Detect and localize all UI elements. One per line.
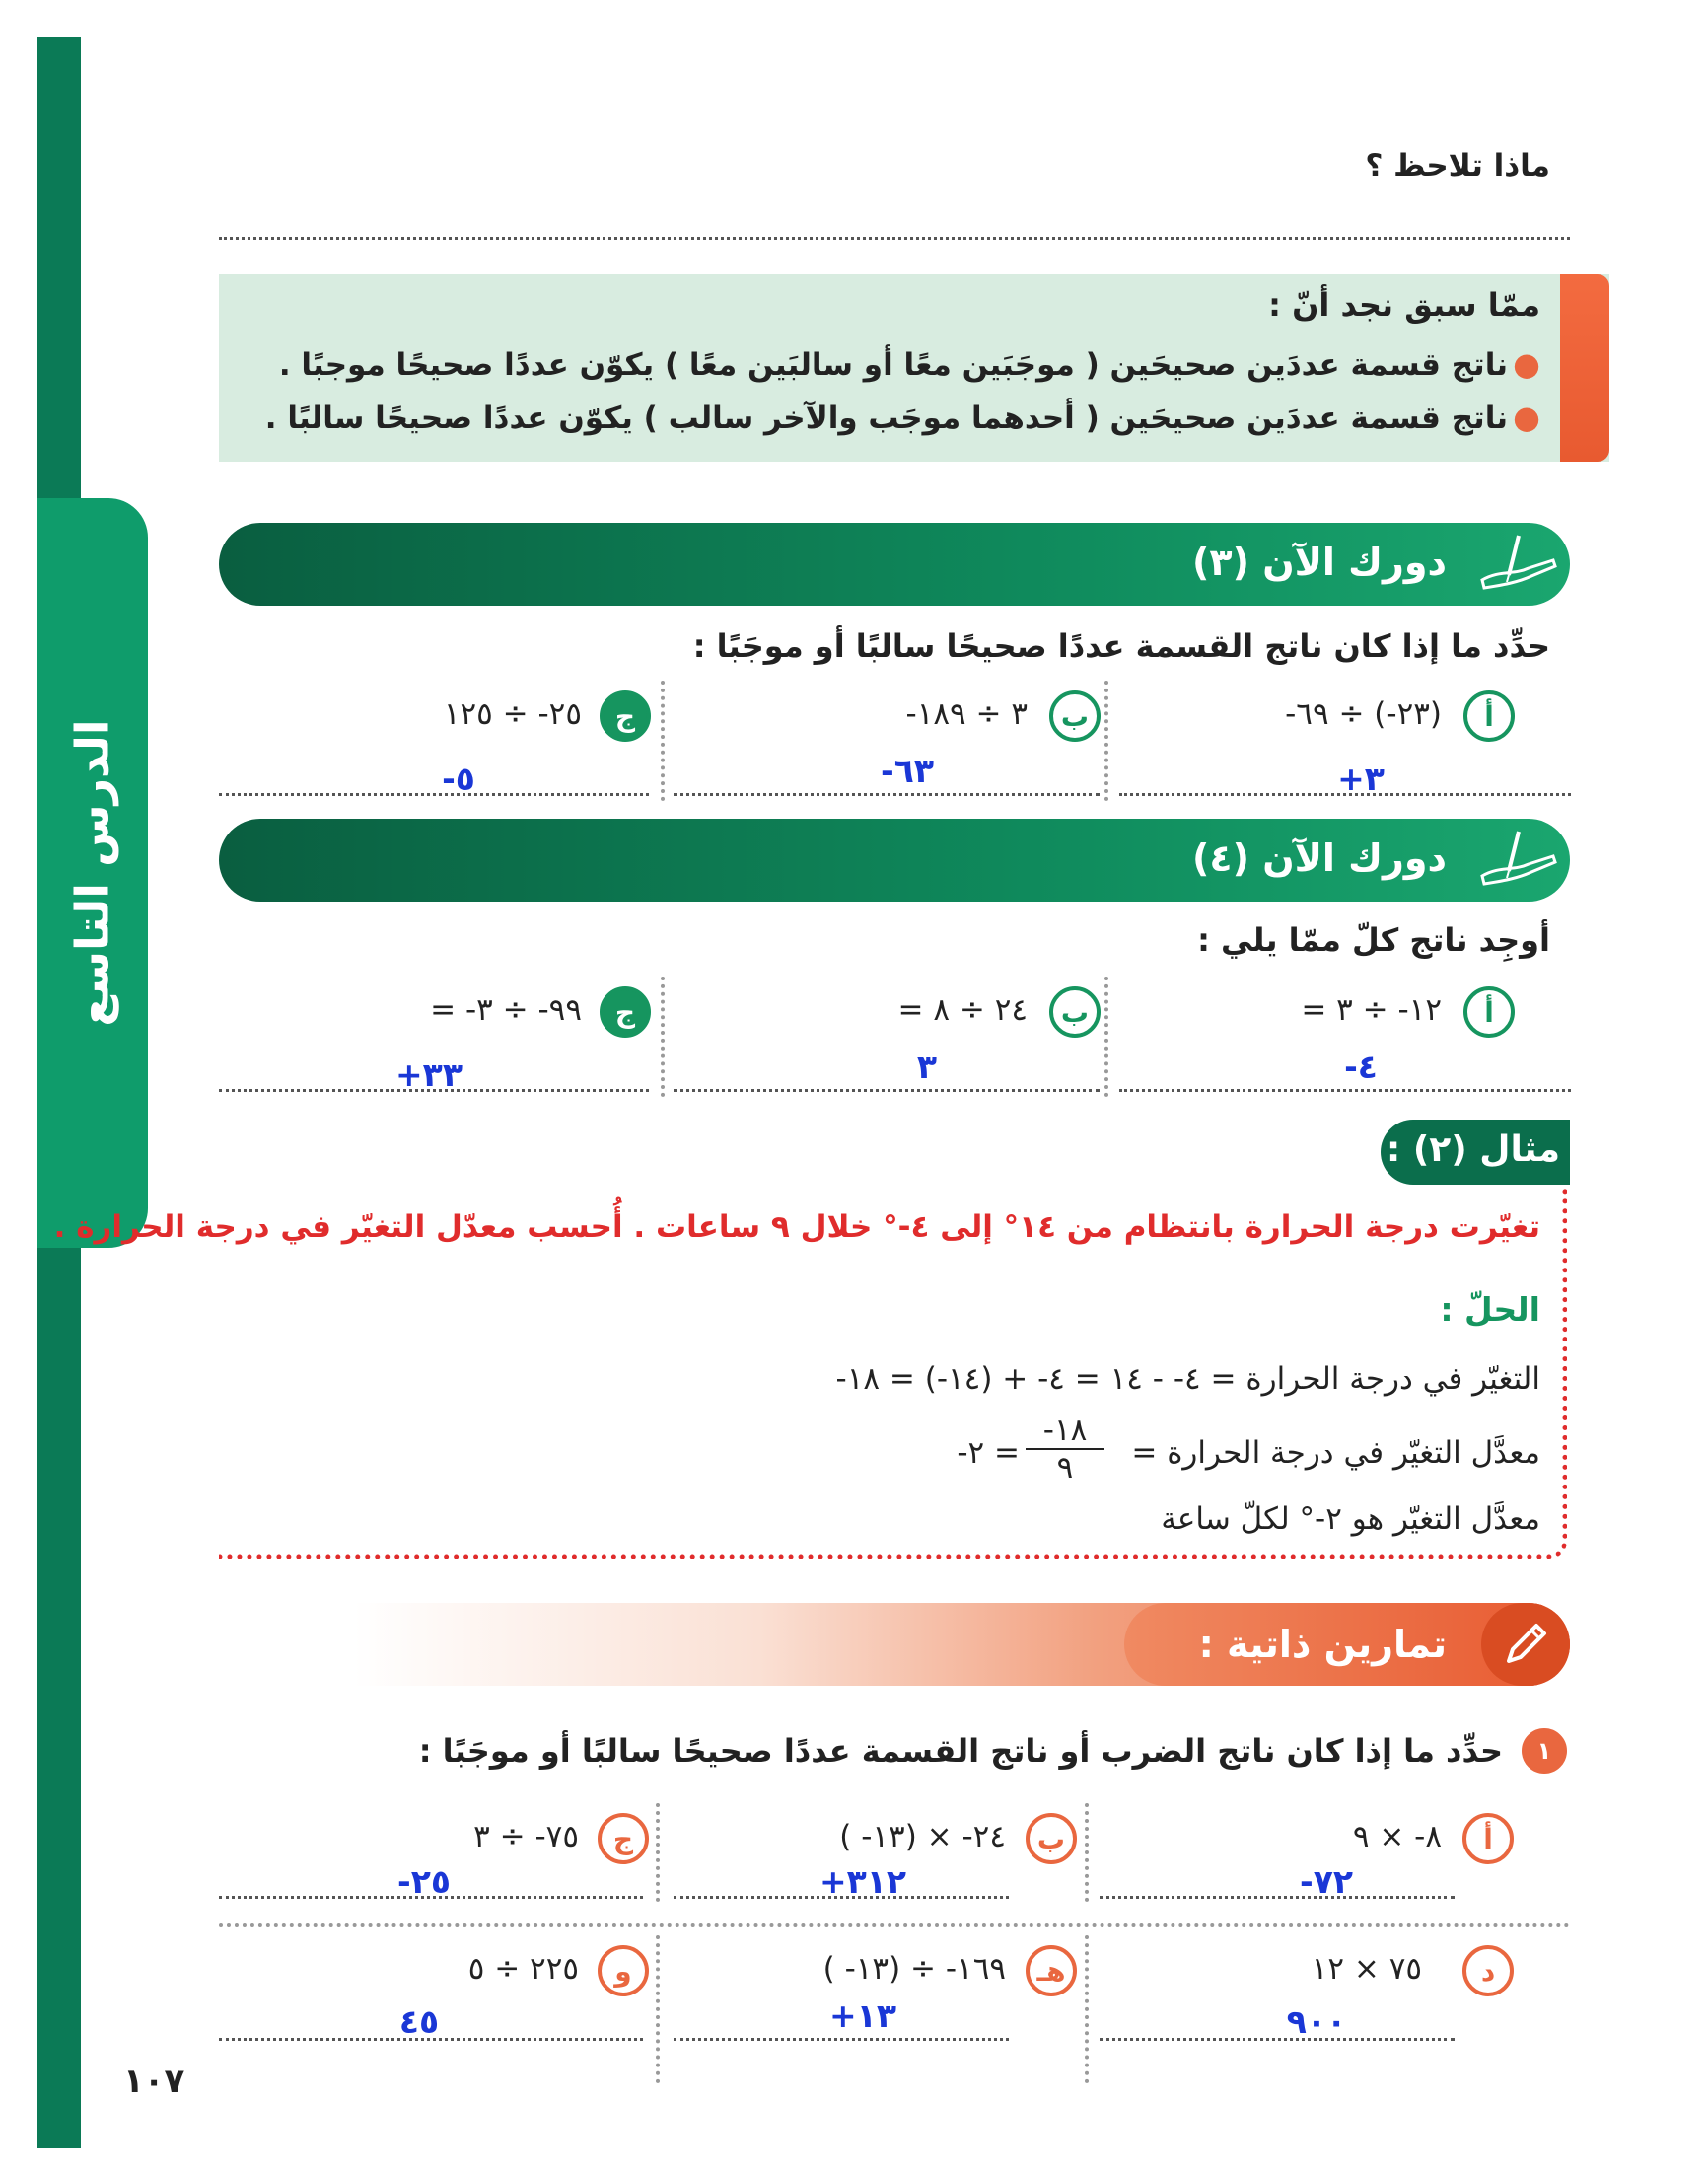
fraction: [1026, 1413, 1104, 1486]
your-turn-3-title: دورك الآن (٣): [1192, 541, 1447, 584]
hand-writing-icon: [1474, 531, 1563, 598]
answer-line: [219, 793, 649, 796]
answer-line: [219, 2038, 643, 2041]
item-answer: ٩٠٠: [1286, 2002, 1347, 2041]
column-divider: [661, 681, 665, 801]
solution-line-2-prefix: معدَّل التغيّر في درجة الحرارة =: [1131, 1435, 1540, 1471]
answer-line: [674, 1089, 1100, 1092]
item-label-b: ب: [1049, 986, 1101, 1038]
item-answer: -٧٢: [1300, 1862, 1353, 1901]
column-divider: [1104, 681, 1108, 801]
bullet-icon: ●: [1513, 345, 1540, 383]
answer-line: [674, 1896, 1009, 1899]
item-expression: ‎-‎١٢ ÷ ٣ =: [1301, 992, 1442, 1028]
column-divider: [1104, 977, 1108, 1097]
pencil-icon: [1481, 1603, 1570, 1686]
item-label-c: ج: [600, 986, 651, 1038]
item-label-a: أ: [1462, 1813, 1514, 1864]
item-label-c: ج: [598, 1813, 649, 1864]
exercises-title: تمارين ذاتية :: [1198, 1623, 1447, 1666]
column-divider: [1085, 1935, 1089, 2083]
answer-line: [1119, 793, 1571, 796]
note-point-2-text: ناتج قسمة عددَين صحيحَين ( أحدهما موجَب والآخر سالب ) يكوّن عددًا صحيحًا سالبًا .: [264, 400, 1508, 436]
item-expression: ‎-‎٧٥ ÷ ٣: [473, 1819, 579, 1854]
hand-writing-icon: [1474, 827, 1563, 894]
item-label-e: هـ: [1026, 1945, 1077, 1996]
answer-line: [674, 2038, 1009, 2041]
answer-line: [219, 237, 1570, 240]
item-expression: ‎-‎١٦٩ ÷ (‎-‎١٣ ): [822, 1951, 1006, 1987]
item-expression: ‎-‎٩٩ ÷ ‎-‎٣ =: [430, 992, 582, 1028]
item-expression: ٧٥ × ١٢: [1311, 1951, 1422, 1987]
item-label-c: ج: [600, 690, 651, 742]
note-point-1: [279, 345, 1540, 383]
answer-line: [1119, 1089, 1571, 1092]
solution-line-1: التغيّر في درجة الحرارة = ‎-‎٤ - ١٤ = ‎-‎٤ + (‎-‎١٤) = ‎-‎١٨: [835, 1361, 1540, 1397]
item-label-b: ب: [1026, 1813, 1077, 1864]
note-point-2: [265, 399, 1540, 436]
item-expression: ٢٤ ÷ ٨ =: [897, 992, 1028, 1028]
your-turn-3-instruction: حدِّد ما إذا كان ناتج القسمة عددًا صحيحًا سالبًا أو موجَبًا :: [692, 627, 1550, 665]
your-turn-4-instruction: أوجِد ناتج كلّ ممّا يلي :: [1197, 921, 1550, 959]
item-label-d: د: [1462, 1945, 1514, 1996]
item-label-a: أ: [1463, 690, 1515, 742]
lesson-side-tab-label: الدرس التاسع: [66, 719, 119, 1027]
row-divider: [219, 1923, 1570, 1927]
item-answer: +١٣: [829, 1996, 896, 2035]
your-turn-4-title: دورك الآن (٤): [1192, 836, 1447, 880]
page-number: ١٠٧: [123, 2062, 185, 2101]
item-expression: ‎-‎٢٥ ÷ ١٢٥: [443, 696, 582, 732]
answer-line: [219, 1089, 649, 1092]
item-expression: ‎-‎٨ × ٩: [1352, 1819, 1442, 1854]
item-expression: ‎-‎٢٤ × (‎-‎١٣ ): [839, 1819, 1006, 1854]
item-answer: -٦٣: [881, 752, 934, 790]
solution-line-2-result: = ‎-‎٢: [957, 1435, 1020, 1471]
solution-line-3: معدَّل التغيّر هو ‎-‎٢° لكلّ ساعة: [1161, 1501, 1540, 1537]
item-label-f: و: [598, 1945, 649, 1996]
item-expression: ٢٢٥ ÷ ٥: [467, 1951, 579, 1987]
example-title: مثال (٢) :: [1386, 1129, 1560, 1170]
note-box-accent: [1560, 274, 1609, 462]
answer-line: [1100, 1896, 1455, 1899]
item-expression: ‎(‎-‎٢٣) ÷ ‎-‎٦٩: [1285, 696, 1442, 732]
exercises-question: حدِّد ما إذا كان ناتج الضرب أو ناتج القسمة عددًا صحيحًا سالبًا أو موجَبًا :: [418, 1732, 1503, 1770]
solution-label: الحلّ :: [1440, 1290, 1540, 1329]
item-answer: -٥: [442, 760, 475, 798]
fraction-denominator: ٩: [1056, 1450, 1074, 1486]
column-divider: [1085, 1803, 1089, 1902]
item-expression: ٣ ÷ ‎-‎١٨٩: [905, 696, 1028, 732]
item-answer: +٣: [1337, 760, 1385, 798]
note-title: ممّا سبق نجد أنّ :: [1268, 286, 1540, 324]
fraction-numerator: ‎-‎١٨: [1026, 1413, 1104, 1450]
bullet-icon: ●: [1513, 399, 1540, 436]
answer-line: [219, 1896, 643, 1899]
item-answer: ٤٥: [398, 2002, 440, 2041]
answer-line: [1100, 2038, 1455, 2041]
example-problem: تغيّرت درجة الحرارة بانتظام من ١٤° إلى ‎-‎٤° خلال ٩ ساعات . أُحسب معدّل التغيّر في درجة الحرارة .: [53, 1209, 1540, 1245]
column-divider: [656, 1935, 660, 2083]
column-divider: [656, 1803, 660, 1902]
question-number: ١: [1522, 1728, 1567, 1774]
item-answer: ٣: [916, 1048, 938, 1086]
item-label-b: ب: [1049, 690, 1101, 742]
item-answer: +٣١٢: [818, 1862, 907, 1901]
item-label-a: أ: [1463, 986, 1515, 1038]
note-point-1-text: ناتج قسمة عددَين صحيحَين ( موجَبَين معًا أو سالبَين معًا ) يكوّن عددًا صحيحًا موجبًا .: [278, 347, 1508, 383]
answer-line: [674, 793, 1100, 796]
lesson-side-tab-label-wrap: [37, 498, 148, 1248]
intro-question: ماذا تلاحظ ؟: [1365, 148, 1550, 183]
item-answer: -٤: [1344, 1048, 1378, 1086]
item-answer: -٢٥: [397, 1862, 451, 1901]
column-divider: [661, 977, 665, 1097]
item-answer: +٣٣: [395, 1055, 463, 1094]
